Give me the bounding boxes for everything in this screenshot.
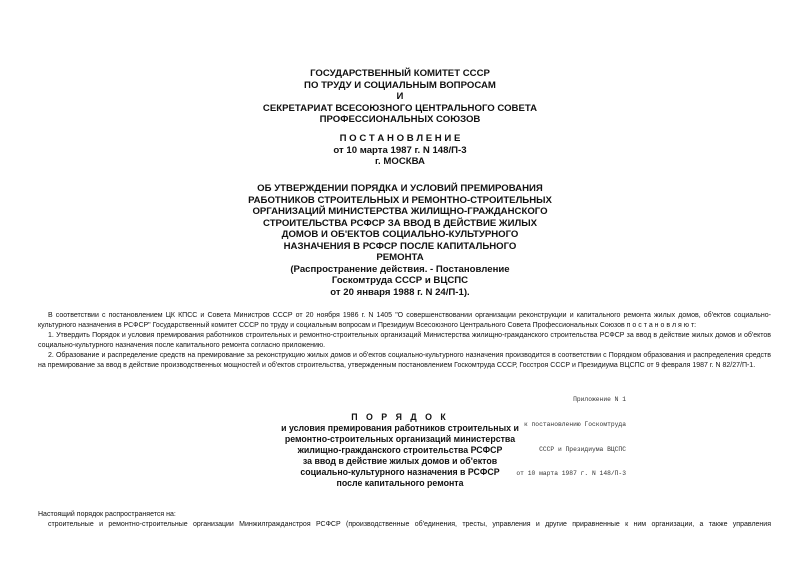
title-line: ДОМОВ И ОБ'ЕКТОВ СОЦИАЛЬНО-КУЛЬТУРНОГО [281, 229, 519, 240]
issuer-line: ПО ТРУДУ И СОЦИАЛЬНЫМ ВОПРОСАМ [304, 79, 496, 91]
title-line: СТРОИТЕЛЬСТВА РСФСР ЗА ВВОД В ДЕЙСТВИЕ ЖИЛЫХ [263, 217, 537, 229]
issuer-line: ПРОФЕССИОНАЛЬНЫХ СОЮЗОВ [319, 114, 481, 126]
order-subtitle-line: ремонтно-строительных организаций министерства [284, 434, 516, 444]
document-type: П О С Т А Н О В Л Е Н И Е [339, 132, 461, 144]
title-line: НАЗНАЧЕНИЯ В РСФСР ПОСЛЕ КАПИТАЛЬНОГО [283, 240, 517, 252]
title-note-line: от 20 января 1988 г. N 24/П-1). [330, 286, 470, 298]
clause-paragraph: 1. Утвердить Порядок и условия премирования работников строительных и ремонтно-строительных организаций Министерства жилищно-гражданского строительства РСФСР за ввод в действие жилых домов и об'ектов социально-культурного назначения после капитального ремонта согласно приложению. [38, 332, 771, 349]
issuer-line: СЕКРЕТАРИАТ ВСЕСОЮЗНОГО ЦЕНТРАЛЬНОГО СОВЕТА [262, 102, 538, 114]
order-subtitle-line: и условия премирования работников строительных и [281, 423, 519, 433]
title-line: ОБ УТВЕРЖДЕНИИ ПОРЯДКА И УСЛОВИЙ ПРЕМИРОВАНИЯ [257, 183, 543, 194]
order-subtitle-line: социально-культурного назначения в РСФСР [300, 467, 500, 477]
order-subtitle-line: за ввод в действие жилых домов и об'ектов [302, 456, 498, 466]
order-subtitle-line: жилищно-гражданского строительства РСФСР [297, 445, 503, 455]
appendix-line: от 10 марта 1987 г. N 148/П-3 [516, 470, 626, 478]
order-title: П О Р Я Д О К [351, 412, 449, 422]
document-title [230, 183, 570, 298]
document-date: от 10 марта 1987 г. N 148/П-3 [333, 144, 467, 156]
preamble-paragraph: В соответствии с постановлением ЦК КПСС и Совета Министров СССР от 20 ноября 1986 г. N 1405 "О совершенствовании организации реконструкции и капитального ремонта жилых домов, об'ектов социально-культурного назначения в РСФСР" Государственный комитет СССР по труду и социальным вопросам и Президиум Всесоюзного Центрального Совета Профессиональных Союзов п о с т а н о в л я ю т: [38, 312, 771, 329]
scope-item: строительные и ремонтно-строительные организации Минжилгражданстроя РСФСР (производственные об'единения, тресты, управления и другие приравненные к ним организации, а также управления [48, 521, 771, 528]
spacer [200, 126, 600, 133]
clause-paragraph: 2. Образование и распределение средств на премирование за реконструкцию жилых домов и об'ектов социально-культурного назначения производится в соответствии с Порядком образования и распределения средств на премирование за ввод в действие производственных мощностей и об'ектов строительства, утвержденным постановлением Госкомтруда СССР, Госстроя СССР и Президиума ВЦСПС от 9 февраля 1987 г. N 82/27/П-1. [38, 352, 771, 369]
title-line: РАБОТНИКОВ СТРОИТЕЛЬНЫХ И РЕМОНТНО-СТРОИТЕЛЬНЫХ [248, 194, 552, 206]
issuer-header [200, 68, 600, 168]
appendix-line: Приложение N 1 [573, 396, 626, 404]
appendix-line: СССР и Президиума ВЦСПС [539, 445, 626, 453]
title-line: РЕМОНТА [376, 252, 424, 263]
title-note-line: Госкомтруда СССР и ВЦСПС [331, 275, 469, 286]
order-subtitle-line: после капитального ремонта [336, 478, 464, 488]
issuer-line: ГОСУДАРСТВЕННЫЙ КОМИТЕТ СССР [310, 68, 490, 79]
resolution-body [38, 311, 771, 371]
document-city: г. МОСКВА [375, 156, 425, 168]
issuer-line: И [396, 91, 404, 103]
title-line: ОРГАНИЗАЦИЙ МИНИСТЕРСТВА ЖИЛИЩНО-ГРАЖДАНСКОГО [252, 206, 548, 217]
scope-intro: Настоящий порядок распространяется на: [38, 511, 176, 518]
appendix-line: к постановлению Госкомтруда [523, 421, 626, 429]
order-heading [250, 412, 550, 489]
order-body [38, 510, 771, 530]
title-note-line: (Распространение действия. - Постановление [290, 263, 510, 275]
